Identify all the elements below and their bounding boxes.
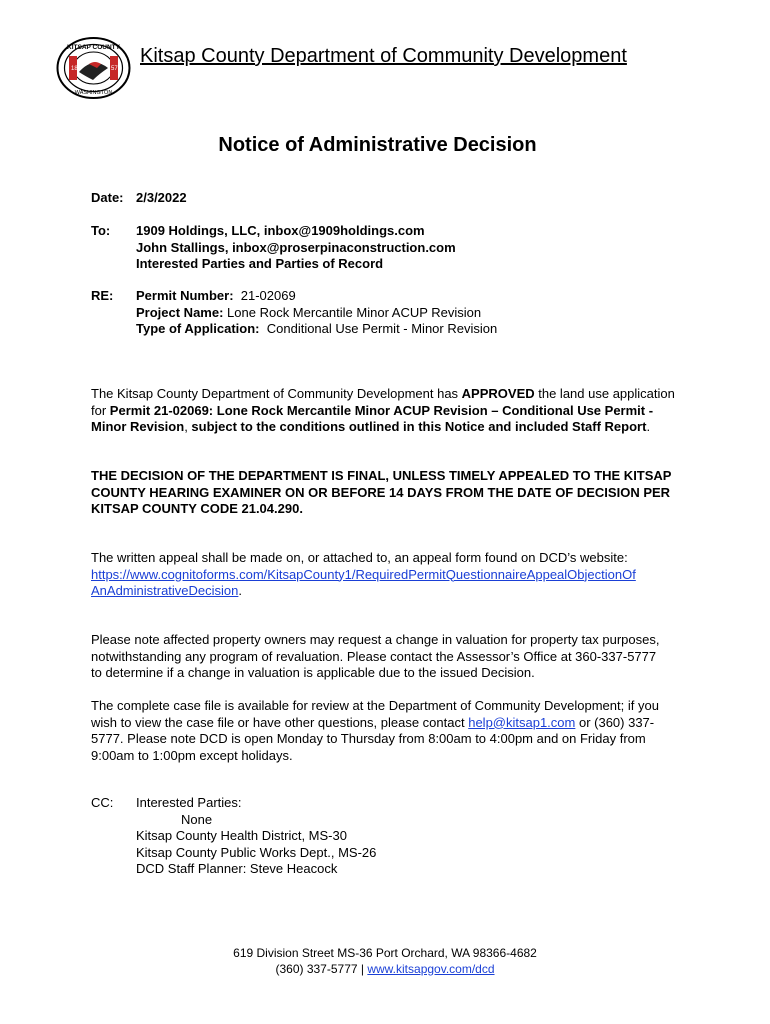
footer-phone: (360) 337-5777 — [275, 961, 358, 976]
date-value: 2/3/2022 — [136, 190, 187, 205]
conditions-text: subject to the conditions outlined in this Notice and included Staff Report — [191, 419, 647, 434]
cc-line: DCD Staff Planner: Steve Heacock — [136, 861, 338, 876]
cc-heading: Interested Parties: — [136, 795, 242, 810]
appeal-paragraph: The written appeal shall be made on, or attached to, an appeal form found on DCD’s website: https://www.cognitoforms.com/KitsapCounty1/RequiredPermitQuestionnaireAppealObjectionOf AnAdministrativeDecision. — [91, 550, 691, 600]
to-line: 1909 Holdings, LLC, inbox@1909holdings.com — [136, 223, 425, 238]
seal-bottom-text: WASHINGTON — [74, 90, 113, 96]
application-type-value: Conditional Use Permit - Minor Revision — [266, 321, 498, 336]
approved-text: APPROVED — [461, 386, 535, 401]
application-type-label: Type of Application: — [136, 321, 260, 336]
project-name-row — [136, 305, 497, 322]
org-title: Kitsap County Department of Community Development — [140, 45, 627, 67]
project-name-label: Project Name: — [136, 304, 224, 320]
permit-reference: Permit 21-02069: Lone Rock Mercantile Minor ACUP Revision – Conditional Use Permit - Minor Revision — [91, 402, 654, 434]
to-recipients — [136, 223, 456, 273]
to-label: To: — [91, 223, 111, 238]
help-email-link[interactable]: help@kitsap1.com — [468, 714, 576, 730]
cc-line: Kitsap County Health District, MS-30 — [136, 828, 347, 843]
footer-website-link[interactable]: www.kitsapgov.com/dcd — [367, 961, 495, 976]
cc-label: CC: — [91, 795, 114, 810]
permit-number-row — [136, 288, 497, 305]
seal-top-text: KITSAP COUNTY — [67, 44, 120, 51]
decision-paragraph: The Kitsap County Department of Community Development has APPROVED the land use application for Permit 21-02069: Lone Rock Mercantile Minor ACUP Revision – Conditional Use Permit - Minor Revision, subject to the conditions outlined in this Notice and included Staff Report. — [91, 386, 675, 434]
seal-year-left: 18 — [71, 66, 78, 72]
cc-none: None — [181, 811, 213, 827]
case-file-paragraph: The complete case file is available for review at the Department of Community Development; if you wish to view the case file or have other questions, please contact help@kitsap1.com or (360) 337-5777. Please note DCD is open Monday to Thursday from 8:00am to 4:00pm and on Friday from 9:00am to 1:00pm except holidays. — [91, 698, 659, 763]
appeal-form-link[interactable]: https://www.cognitoforms.com/KitsapCounty1/RequiredPermitQuestionnaireAppealObjectionOf — [91, 566, 636, 582]
project-name-value: Lone Rock Mercantile Minor ACUP Revision — [227, 304, 482, 320]
permit-number-label: Permit Number: — [136, 288, 234, 303]
cc-line: Kitsap County Public Works Dept., MS-26 — [136, 844, 377, 860]
to-line: John Stallings, inbox@proserpinaconstruction.com — [136, 239, 456, 255]
cc-list — [136, 795, 376, 878]
valuation-paragraph: Please note affected property owners may request a change in valuation for property tax purposes, notwithstanding any program of revaluation. Please contact the Assessor’s Office at 360-337-5777 to determine if a change in valuation is applicable due to the issued Decision. — [91, 632, 660, 680]
final-decision-notice: THE DECISION OF THE DEPARTMENT IS FINAL, UNLESS TIMELY APPEALED TO THE KITSAP COUNTY HEARING EXAMINER ON OR BEFORE 14 DAYS FROM THE DATE OF DECISION PER KITSAP COUNTY CODE 21.04.290. — [91, 468, 672, 516]
appeal-form-link-cont[interactable]: AnAdministrativeDecision — [91, 583, 239, 598]
appeal-text: The written appeal shall be made on, or attached to, an appeal form found on DCD’s website: — [91, 550, 628, 565]
footer-address: 619 Division Street MS-36 Port Orchard, WA 98366-4682 — [233, 946, 537, 960]
county-seal-logo — [55, 36, 132, 100]
to-line: Interested Parties and Parties of Record — [136, 256, 384, 271]
footer: 619 Division Street MS-36 Port Orchard, WA 98366-4682 (360) 337-5777 | www.kitsapgov.com/dcd — [0, 946, 770, 977]
seal-year-right: 57 — [111, 66, 118, 72]
permit-number-value: 21-02069 — [240, 288, 296, 303]
document-title: Notice of Administrative Decision — [218, 134, 537, 156]
re-details — [136, 288, 497, 338]
date-label: Date: — [91, 190, 124, 205]
re-label: RE: — [91, 288, 114, 303]
application-type-row — [136, 321, 497, 338]
